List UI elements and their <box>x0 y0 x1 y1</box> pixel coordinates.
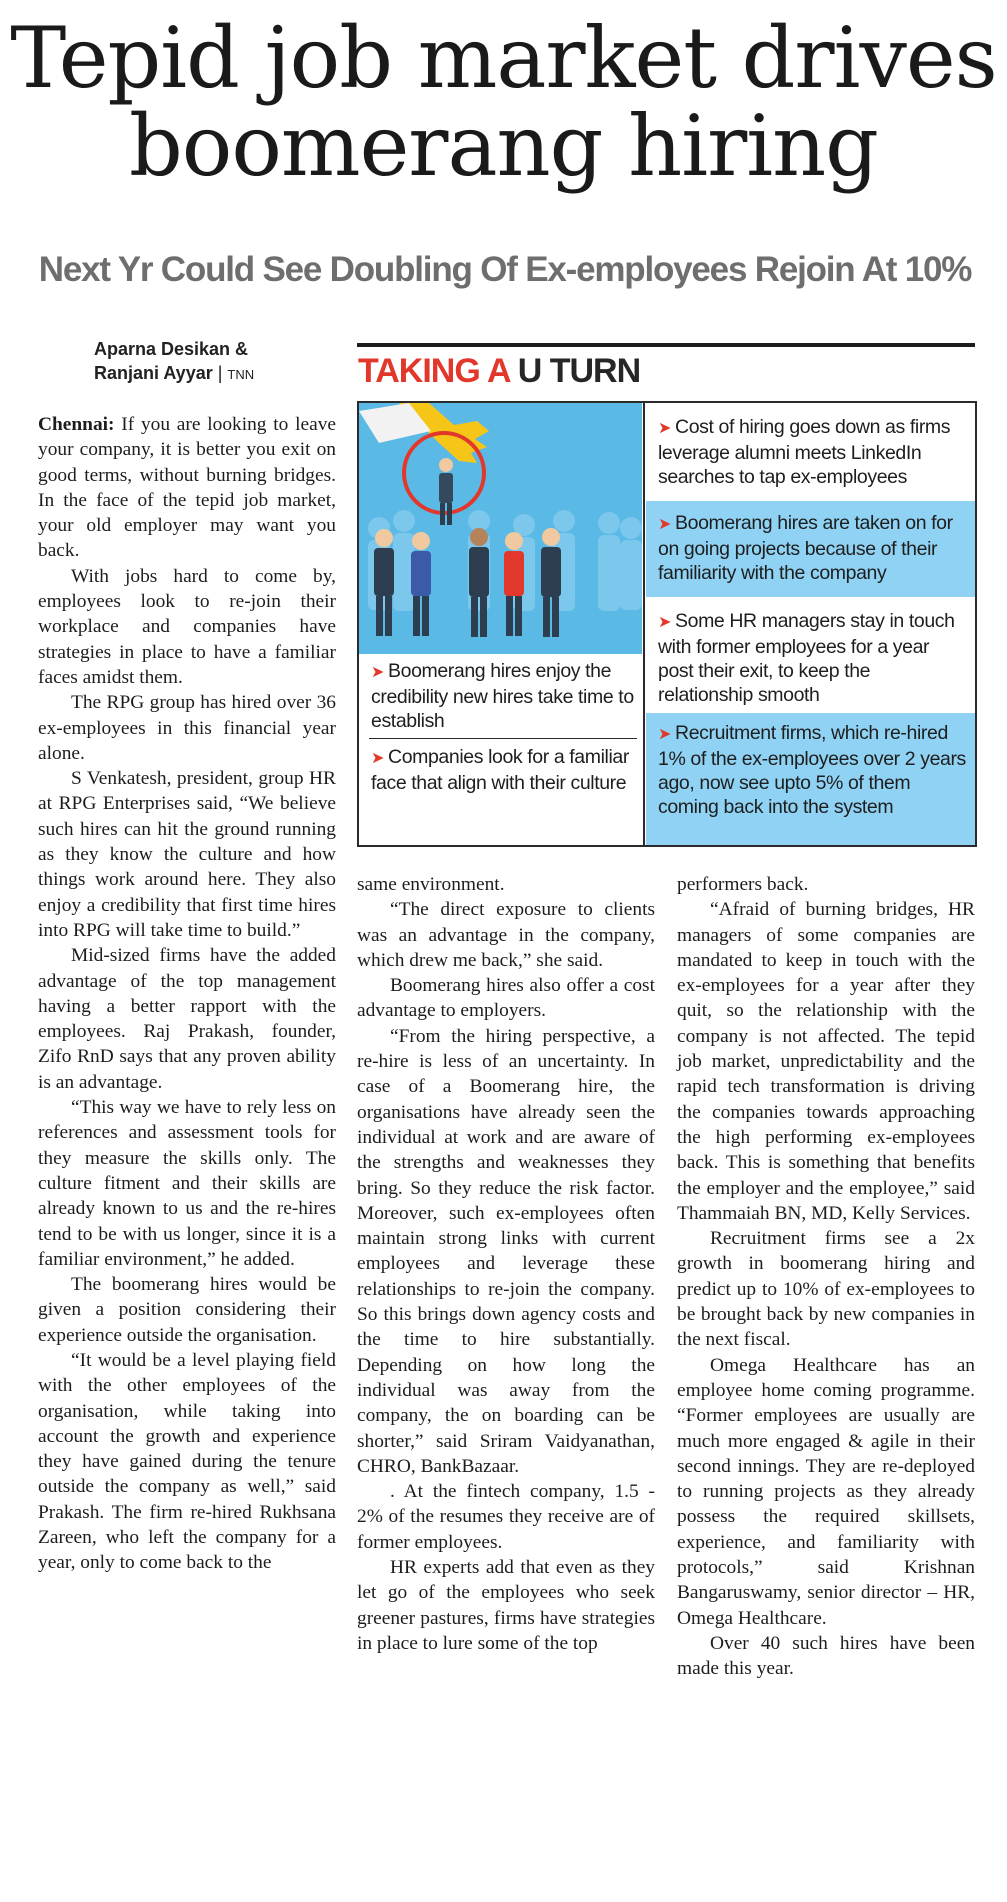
byline-agency: TNN <box>227 367 255 382</box>
sidebar-top-rule <box>357 343 975 347</box>
sidebar-divider <box>369 738 637 739</box>
sidebar-title-red: TAKING A <box>358 352 518 390</box>
article-paragraph: “It would be a level playing field with the other employees of the organisation, while taking into account the growth and experience they have gained during the tenure outside the company as well,” said Prakash. The firm re-hired Rukhsana Zareen, who left the company for a year, only to come back to the <box>38 1349 336 1574</box>
article-paragraph: Recruitment firms see a 2x growth in boomerang hiring and predict up to 10% of ex-employees to be brought back by new companies in the next fiscal. <box>677 1228 975 1351</box>
arrow-bullet-icon: ➤ <box>658 726 672 743</box>
boomerang-hiring-illustration <box>359 403 642 654</box>
article-paragraph: “From the hiring perspective, a re-hire is less of an uncertainty. In case of a Boomerang hire, the organisations have already seen the individual at work and are aware of the strengths and weaknesses they bring. So they reduce the risk factor. Moreover, such ex-employees often maintain strong links with current employees and leverage these relationships to re-join the company. So this brings down agency costs and the time to hire substantially. Depending on how long the individual was away from the company, the on boarding can be shorter,” said Sriram Vaidyanathan, CHRO, BankBazaar. <box>357 1025 655 1477</box>
article-paragraph: The RPG group has hired over 36 ex-employees in this financial year alone. <box>38 692 336 764</box>
article-paragraph: Chennai: If you are looking to leave your company, it is better you exit on good terms, without burning bridges. In the face of the tepid job market, your old employer may want you back. <box>38 414 336 562</box>
article-paragraph: “This way we have to rely less on references and assessment tools for they measure the skills only. The culture fitment and their skills are already known to us and the re-hires tend to be with us longer, since it is a familiar environment,” he added. <box>38 1097 336 1270</box>
article-paragraph: HR experts add that even as they let go of the employees who seek greener pastures, firms have strategies in place to lure some of the top <box>357 1557 655 1654</box>
arrow-bullet-icon: ➤ <box>658 516 672 533</box>
article-paragraph: Mid-sized firms have the added advantage of the top management having a better rapport with the employees. Raj Prakash, founder, Zifo RnD says that any proven ability is an advantage. <box>38 945 336 1093</box>
deck-subheadline: Next Yr Could See Doubling Of Ex-employees Rejoin At 10% <box>38 250 972 289</box>
article-paragraph: . At the fintech company, 1.5 - 2% of the resumes they receive are of former employees. <box>357 1481 655 1553</box>
byline: Aparna Desikan & Ranjani Ayyar | TNN <box>94 339 255 383</box>
sidebar-bullet-right-4: ➤ Recruitment firms, which re-hired 1% of the ex-employees over 2 years ago, now see upto 5% of them coming back into the system <box>646 713 975 845</box>
article-paragraph: “The direct exposure to clients was an advantage in the company, which drew me back,” she said. <box>357 899 655 971</box>
article-paragraph: The boomerang hires would be given a position considering their experience outside the organisation. <box>38 1274 336 1346</box>
sidebar-bullet-right-3: ➤ Some HR managers stay in touch with former employees for a year post their exit, to keep the relationship smooth <box>658 610 955 706</box>
dateline: Chennai: <box>38 414 115 435</box>
byline-author-1: Aparna Desikan & <box>94 339 249 359</box>
article-column-2 <box>357 872 655 1656</box>
headline-line-1: Tepid job market drives <box>10 9 997 107</box>
illustration-svg <box>359 403 642 654</box>
headline-line-2: boomerang hiring <box>129 97 878 195</box>
article-column-3 <box>677 872 975 1682</box>
article-paragraph: With jobs hard to come by, employees look to re-join their workplace and companies have strategies in place to have a familiar faces amidst them. <box>38 565 336 688</box>
sidebar-title <box>358 352 640 391</box>
sidebar-box <box>357 401 977 847</box>
article-paragraph: performers back. <box>677 874 809 895</box>
arrow-bullet-icon: ➤ <box>371 664 385 681</box>
article-paragraph: Omega Healthcare has an employee home coming programme. “Former employees are usually are much more engaged & agile in their second innings. They are re-deployed to running projects as they already possess the required skillsets, experience, and familiarity with protocols,” said Krishnan Bangaruswamy, senior director – HR, Omega Healthcare. <box>677 1354 975 1629</box>
article-paragraph: same environment. <box>357 874 505 895</box>
article-column-1 <box>38 412 336 1576</box>
sidebar-bullet-left-2: ➤ Companies look for a familiar face that align with their culture <box>371 746 629 794</box>
sidebar-bullet-left-1: ➤ Boomerang hires enjoy the credibility new hires take time to establish <box>371 660 634 732</box>
article-paragraph: Boomerang hires also offer a cost advantage to employers. <box>357 975 655 1022</box>
sidebar-vertical-divider <box>643 403 645 845</box>
sidebar-bullet-right-1: ➤ Cost of hiring goes down as firms leverage alumni meets LinkedIn searches to tap ex-employees <box>658 416 951 488</box>
arrow-bullet-icon: ➤ <box>371 750 385 767</box>
sidebar-bullet-right-2: ➤ Boomerang hires are taken on for on going projects because of their familiarity with the company <box>646 501 975 597</box>
article-paragraph: “Afraid of burning bridges, HR managers of some companies are mandated to keep in touch with the ex-employees for a year after they quit, so the relationship with the company is not affected. The tepid job market, unpredictability and the rapid tech transformation is driving the companies towards approaching the high performing ex-employees back. This is something that benefits the employer and the employee,” said Thammaiah BN, MD, Kelly Services. <box>677 899 975 1224</box>
article-paragraph: S Venkatesh, president, group HR at RPG Enterprises said, “We believe such hires can hit the ground running as they know the culture and how things work around here. They also enjoy a credibility that first time hires into RPG will take time to build.” <box>38 768 336 941</box>
arrow-bullet-icon: ➤ <box>658 420 672 437</box>
sidebar-title-dark: U TURN <box>517 352 641 390</box>
article-paragraph: Over 40 such hires have been made this year. <box>677 1632 975 1680</box>
byline-author-2: Ranjani Ayyar <box>94 363 213 383</box>
arrow-bullet-icon: ➤ <box>658 614 672 631</box>
